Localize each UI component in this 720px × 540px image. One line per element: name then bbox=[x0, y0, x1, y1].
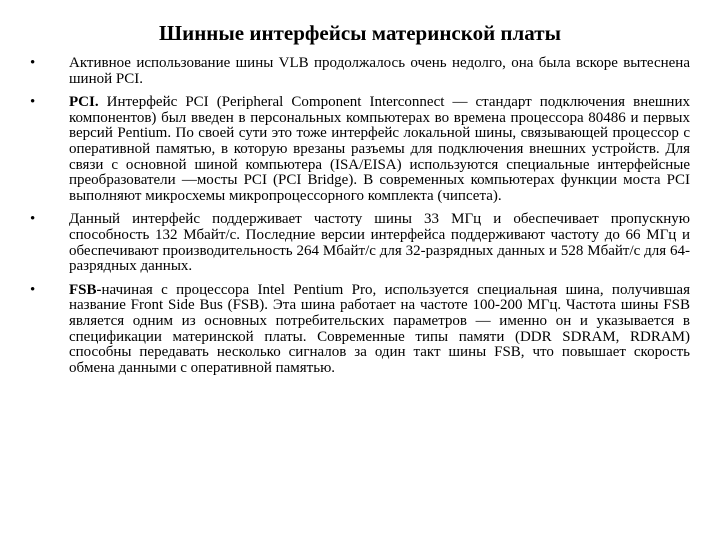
bullet-text: Интерфейс PCI (Peripheral Component Interconnect — стандарт подключения внешних компонентов) был введен в персональных компьютерах во времена процессора 80486 и первых версий Pentium. По своей сути это тоже интерфейс локальной шины, связывающей процессор с оперативной памятью, в которую врезаны разъемы для подключения внешних устройств. Для связи с основной шиной компьютера (ISA/EISA) используются специальные интерфейсные преобразователи —мосты PCI (PCI Bridge). В современных компьютерах функции моста PCI выполняют микросхемы микропроцессорного комплекта (чипсета). bbox=[69, 94, 690, 204]
bullet-lead: PCI. bbox=[69, 94, 99, 111]
bullet-icon: • bbox=[30, 281, 36, 298]
bullet-text: начиная с процессора Intel Pentium Pro, используется специальная шина, получившая название Front Side Bus (FSB). Эта шина работает на частоте 100-200 МГц. Частота шины FSB является одним из основных потребительских параметров — именно он и указывается в спецификации материнской платы. Современные типы памяти (DDR SDRAM, RDRAM) способны передавать несколько сигналов за один такт шины FSB, что повышает скорость обмена данными с оперативной памятью. bbox=[69, 281, 690, 376]
bullet-icon: • bbox=[30, 211, 36, 228]
bullet-text: Данный интерфейс поддерживает частоту шины 33 МГц и обеспечивает пропускную способность 132 Мбайт/с. Последние версии интерфейса поддерживают частоту до 66 МГц и обеспечивают производительность 264 Мбайт/с для 32-разрядных данных и 528 Мбайт/с для 64-разрядных данных. bbox=[69, 211, 690, 275]
bullet-item-pci bbox=[30, 95, 690, 204]
bullet-item-fsb bbox=[30, 283, 690, 377]
bullet-item-pci-speed bbox=[30, 212, 690, 274]
bullet-icon: • bbox=[30, 94, 36, 111]
bullet-item-vlb bbox=[30, 56, 690, 87]
bullet-lead: FSB- bbox=[69, 281, 102, 298]
bullet-text: Активное использование шины VLB продолжалось очень недолго, она была вскоре вытеснена шиной PCI. bbox=[69, 55, 690, 87]
bullet-list bbox=[30, 56, 690, 384]
slide-title: Шинные интерфейсы материнской платы bbox=[159, 21, 561, 45]
bullet-icon: • bbox=[30, 55, 36, 71]
